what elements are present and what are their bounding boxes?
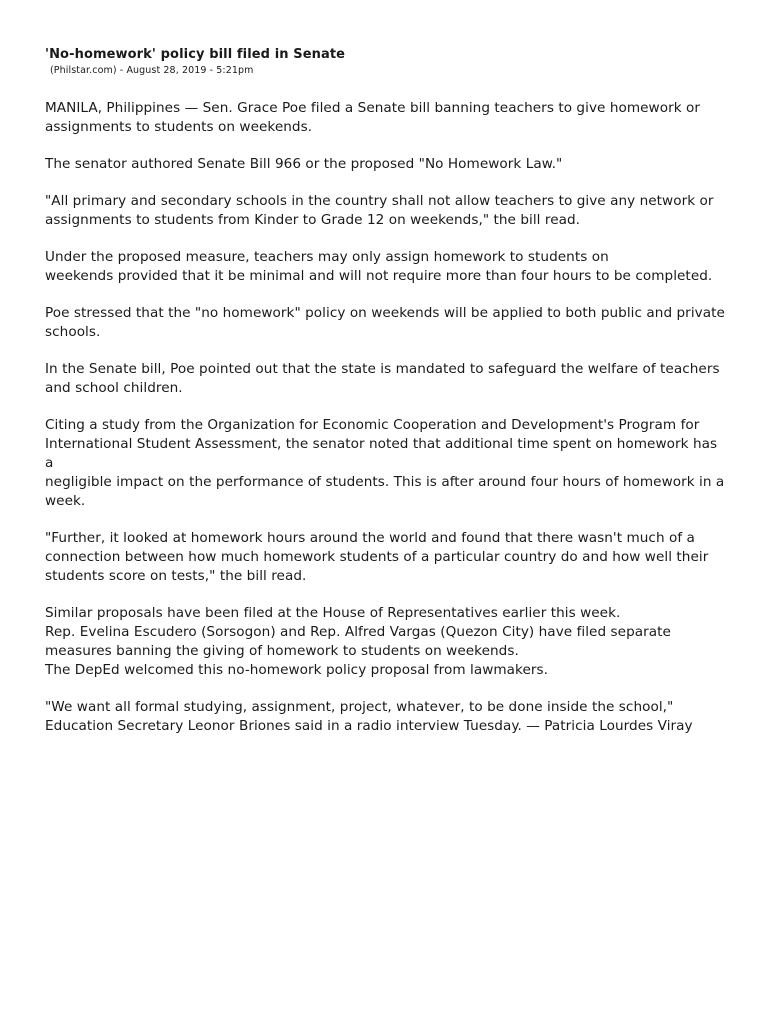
article-body <box>45 99 725 736</box>
article-paragraph: Citing a study from the Organization for Economic Cooperation and Development's Program for International Student Assessment, the senator noted that additional time spent on homework has a negligible impact on the performance of students. This is after around four hours of homework in a week. <box>45 417 725 509</box>
article-paragraph: "We want all formal studying, assignment, project, whatever, to be done inside the school," Education Secretary Leonor Briones said in a radio interview Tuesday. — Patricia Lourdes Viray <box>45 699 693 734</box>
article-source-line: (Philstar.com) - August 28, 2019 - 5:21pm <box>50 65 254 76</box>
article-paragraph: In the Senate bill, Poe pointed out that the state is mandated to safeguard the welfare of teachers and school children. <box>45 361 720 396</box>
document-page <box>45 46 725 754</box>
article-paragraph: Similar proposals have been filed at the House of Representatives earlier this week. Rep. Evelina Escudero (Sorsogon) and Rep. Alfred Vargas (Quezon City) have filed separate measures banning the giving of homework to students on weekends. The DepEd welcomed this no-homework policy proposal from lawmakers. <box>45 605 671 678</box>
article-title: 'No-homework' policy bill filed in Senate <box>45 47 346 62</box>
article-paragraph: Under the proposed measure, teachers may only assign homework to students on weekends provided that it be minimal and will not require more than four hours to be completed. <box>45 249 713 284</box>
article-paragraph: Poe stressed that the "no homework" policy on weekends will be applied to both public and private schools. <box>45 305 725 340</box>
article-paragraph: "Further, it looked at homework hours around the world and found that there wasn't much of a connection between how much homework students of a particular country do and how well their students score on tests," the bill read. <box>45 530 709 584</box>
article-paragraph: "All primary and secondary schools in the country shall not allow teachers to give any network or assignments to students from Kinder to Grade 12 on weekends," the bill read. <box>45 193 714 228</box>
article-paragraph: MANILA, Philippines — Sen. Grace Poe filed a Senate bill banning teachers to give homework or assignments to students on weekends. <box>45 100 701 135</box>
article-paragraph: The senator authored Senate Bill 966 or the proposed "No Homework Law." <box>45 156 563 172</box>
